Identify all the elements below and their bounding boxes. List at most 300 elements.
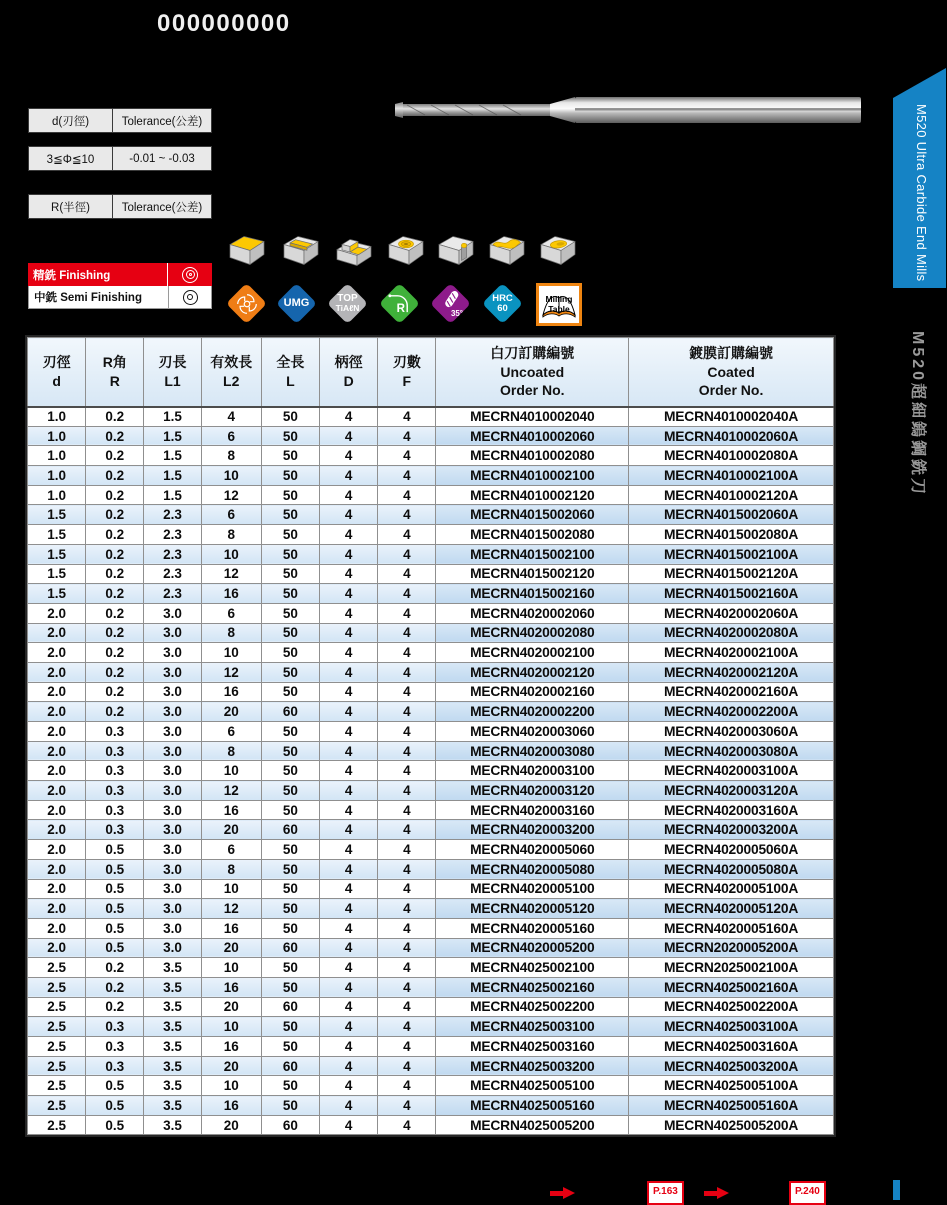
spec-cell: 2.5 [28, 1115, 86, 1135]
spec-cell: 4 [378, 682, 436, 702]
spec-cell: 12 [201, 781, 261, 801]
specification-table [25, 335, 836, 1137]
spec-cell: 2.0 [28, 820, 86, 840]
spec-cell: 3.0 [144, 761, 201, 781]
spec-cell: 4 [320, 879, 378, 899]
spec-cell: 4 [320, 781, 378, 801]
spec-cell: 6 [201, 426, 261, 446]
spec-cell: 3.0 [144, 918, 201, 938]
spec-cell: 1.5 [28, 564, 86, 584]
spec-cell: 4 [378, 1037, 436, 1057]
spec-cell: 60 [261, 938, 319, 958]
helix-angle-label: 35° [450, 308, 463, 318]
spec-cell: 3.0 [144, 840, 201, 860]
double-circle-icon [168, 286, 211, 308]
end-mill-product-image [373, 84, 865, 136]
spec-cell: 4 [378, 584, 436, 604]
spec-cell: 2.0 [28, 761, 86, 781]
order-no-cell: MECRN4020005100A [629, 879, 834, 899]
spec-cell: 1.5 [144, 407, 201, 427]
order-no-cell: MECRN4025005160 [436, 1096, 629, 1116]
spec-cell: 50 [261, 761, 319, 781]
spec-cell: 4 [320, 918, 378, 938]
spec-cell: 10 [201, 958, 261, 978]
order-no-cell: MECRN4015002060A [629, 505, 834, 525]
table-row [28, 544, 834, 564]
spec-cell: 6 [201, 505, 261, 525]
order-no-cell: MECRN4020003160 [436, 800, 629, 820]
col-header-l: 全長 L [261, 338, 319, 407]
order-no-cell: MECRN4020002060 [436, 603, 629, 623]
spec-cell: 50 [261, 958, 319, 978]
tol-r-tolerance-label: Tolerance(公差) [113, 195, 212, 219]
spec-cell: 4 [378, 761, 436, 781]
tol-d-value: -0.01 ~ -0.03 [113, 147, 212, 171]
spec-cell: 1.0 [28, 466, 86, 486]
spec-cell: 50 [261, 977, 319, 997]
spec-cell: 8 [201, 859, 261, 879]
spec-cell: 50 [261, 682, 319, 702]
spec-cell: 50 [261, 485, 319, 505]
order-no-cell: MECRN4020002120 [436, 662, 629, 682]
table-row [28, 1076, 834, 1096]
order-no-cell: MECRN4010002100 [436, 466, 629, 486]
order-no-cell: MECRN4025002200A [629, 997, 834, 1017]
table-row [28, 584, 834, 604]
spec-cell: 2.0 [28, 741, 86, 761]
order-no-cell: MECRN4020002160 [436, 682, 629, 702]
spec-cell: 50 [261, 899, 319, 919]
table-row [28, 859, 834, 879]
spec-cell: 0.2 [86, 426, 144, 446]
spec-cell: 4 [320, 1056, 378, 1076]
order-no-cell: MECRN4025002100 [436, 958, 629, 978]
col-header-flutes: 刃數 F [378, 338, 436, 407]
order-no-cell: MECRN4020003160A [629, 800, 834, 820]
spec-cell: 16 [201, 584, 261, 604]
sidebar-title-zh: M520超細鎢鋼銑刀 [909, 331, 926, 498]
order-no-cell: MECRN4020002120A [629, 662, 834, 682]
table-row [28, 623, 834, 643]
spec-cell: 4 [320, 899, 378, 919]
spec-cell: 3.0 [144, 662, 201, 682]
spec-cell: 4 [378, 466, 436, 486]
spec-cell: 3.5 [144, 997, 201, 1017]
spec-cell: 4 [320, 722, 378, 742]
four-flute-cutter-badge [226, 283, 267, 324]
triple-circle-icon [167, 263, 212, 286]
spec-cell: 3.0 [144, 603, 201, 623]
spec-cell: 6 [201, 722, 261, 742]
spec-cell: 2.3 [144, 564, 201, 584]
spec-cell: 4 [320, 544, 378, 564]
order-no-cell: MECRN4025003160A [629, 1037, 834, 1057]
spec-cell: 20 [201, 1056, 261, 1076]
spec-cell: 1.5 [28, 525, 86, 545]
spec-cell: 4 [320, 1076, 378, 1096]
spec-cell: 4 [378, 702, 436, 722]
spec-cell: 4 [378, 859, 436, 879]
spec-cell: 50 [261, 584, 319, 604]
spec-cell: 4 [378, 781, 436, 801]
spec-cell: 0.2 [86, 446, 144, 466]
spec-cell: 2.5 [28, 1037, 86, 1057]
spec-cell: 8 [201, 741, 261, 761]
spec-cell: 3.0 [144, 879, 201, 899]
spec-cell: 4 [320, 1037, 378, 1057]
table-row [28, 662, 834, 682]
spec-cell: 4 [378, 1056, 436, 1076]
spec-cell: 0.3 [86, 820, 144, 840]
spec-cell: 3.5 [144, 1076, 201, 1096]
spec-cell: 2.5 [28, 1096, 86, 1116]
spec-cell: 50 [261, 564, 319, 584]
table-label: Table [548, 303, 570, 314]
spec-cell: 1.5 [144, 485, 201, 505]
spec-cell: 60 [261, 1056, 319, 1076]
top-label: TOP [337, 292, 358, 304]
spec-cell: 4 [378, 997, 436, 1017]
spec-cell: 0.2 [86, 466, 144, 486]
four-flute-cutter-icon [232, 289, 261, 318]
tialn-label: TiAℓN [335, 303, 360, 314]
order-no-cell: MECRN4020003200 [436, 820, 629, 840]
spec-cell: 50 [261, 426, 319, 446]
spec-cell: 8 [201, 525, 261, 545]
umg-label: UMG [283, 296, 310, 309]
spec-cell: 0.5 [86, 1096, 144, 1116]
order-no-cell: MECRN4020002060A [629, 603, 834, 623]
spec-cell: 4 [320, 741, 378, 761]
spec-cell: 0.2 [86, 584, 144, 604]
spec-cell: 2.0 [28, 879, 86, 899]
spec-cell: 0.2 [86, 623, 144, 643]
spec-cell: 4 [320, 662, 378, 682]
spec-cell: 3.0 [144, 682, 201, 702]
spec-cell: 1.5 [144, 426, 201, 446]
spec-cell: 50 [261, 623, 319, 643]
table-row [28, 918, 834, 938]
milling-label: Milling [545, 294, 573, 305]
spec-cell: 1.0 [28, 485, 86, 505]
order-no-cell: MECRN4020003060 [436, 722, 629, 742]
spec-cell: 4 [320, 485, 378, 505]
order-no-cell: MECRN4025005100A [629, 1076, 834, 1096]
spec-cell: 4 [320, 407, 378, 427]
spec-cell: 10 [201, 643, 261, 663]
hrc60-label [488, 289, 517, 318]
spec-cell: 50 [261, 1017, 319, 1037]
spec-cell: 4 [378, 485, 436, 505]
order-no-cell: MECRN4020005200 [436, 938, 629, 958]
order-no-cell: MECRN4020003060A [629, 722, 834, 742]
spec-cell: 10 [201, 466, 261, 486]
col-header-l1: 刃長 L1 [144, 338, 201, 407]
spec-cell: 4 [378, 505, 436, 525]
spec-cell: 6 [201, 840, 261, 860]
spec-cell: 8 [201, 446, 261, 466]
spec-cell: 4 [378, 623, 436, 643]
spec-cell: 12 [201, 485, 261, 505]
table-row [28, 741, 834, 761]
spec-cell: 2.5 [28, 1056, 86, 1076]
spec-cell: 20 [201, 820, 261, 840]
spec-cell: 12 [201, 899, 261, 919]
spec-cell: 3.0 [144, 820, 201, 840]
table-row [28, 938, 834, 958]
spec-cell: 4 [378, 1115, 436, 1135]
spec-cell: 3.5 [144, 958, 201, 978]
spec-cell: 0.5 [86, 938, 144, 958]
spec-cell: 0.2 [86, 603, 144, 623]
umg-badge [276, 283, 317, 324]
spec-cell: 4 [320, 682, 378, 702]
spec-cell: 50 [261, 544, 319, 564]
spec-cell: 2.5 [28, 1076, 86, 1096]
order-no-cell: MECRN4020002200A [629, 702, 834, 722]
spec-cell: 0.5 [86, 899, 144, 919]
order-no-cell: MECRN4020003200A [629, 820, 834, 840]
spec-cell: 4 [320, 505, 378, 525]
spec-cell: 0.5 [86, 840, 144, 860]
col-header-r: R角 R [86, 338, 144, 407]
spec-cell: 2.0 [28, 702, 86, 722]
spec-cell: 50 [261, 525, 319, 545]
spec-cell: 3.0 [144, 899, 201, 919]
spec-cell: 4 [320, 997, 378, 1017]
spec-cell: 60 [261, 820, 319, 840]
spec-cell: 4 [320, 426, 378, 446]
spec-cell: 12 [201, 662, 261, 682]
finishing-grade-table [28, 263, 212, 309]
spec-cell: 0.5 [86, 859, 144, 879]
top-tialn-label [333, 289, 362, 318]
order-no-cell: MECRN2020005200A [629, 938, 834, 958]
order-no-cell: MECRN4025002160A [629, 977, 834, 997]
table-row [28, 800, 834, 820]
spec-cell: 2.0 [28, 662, 86, 682]
semi-finishing-row [28, 286, 212, 309]
order-no-cell: MECRN4025002160 [436, 977, 629, 997]
col-header-d: 刃徑 d [28, 338, 86, 407]
spec-cell: 3.0 [144, 702, 201, 722]
sidebar-bottom-strip [893, 1180, 900, 1200]
order-no-cell: MECRN4020005160A [629, 918, 834, 938]
table-row [28, 977, 834, 997]
diameter-tolerance-row [28, 146, 212, 171]
table-row [28, 485, 834, 505]
order-no-cell: MECRN4025005100 [436, 1076, 629, 1096]
spec-cell: 3.0 [144, 938, 201, 958]
spec-cell: 50 [261, 879, 319, 899]
spec-cell: 3.0 [144, 623, 201, 643]
spec-cell: 12 [201, 564, 261, 584]
order-no-cell: MECRN4020002100A [629, 643, 834, 663]
order-no-cell: MECRN4015002120 [436, 564, 629, 584]
spec-cell: 0.3 [86, 800, 144, 820]
spec-cell: 50 [261, 603, 319, 623]
order-no-cell: MECRN4020005120 [436, 899, 629, 919]
table-row [28, 761, 834, 781]
table-row [28, 1037, 834, 1057]
spec-cell: 2.0 [28, 682, 86, 702]
spec-cell: 20 [201, 1115, 261, 1135]
tol-r-label: R(半徑) [29, 195, 113, 219]
svg-text:R: R [396, 303, 405, 316]
spec-cell: 20 [201, 938, 261, 958]
spec-cell: 60 [261, 1115, 319, 1135]
spec-cell: 2.0 [28, 722, 86, 742]
spec-cell: 50 [261, 918, 319, 938]
hrc-label: HRC [492, 292, 513, 304]
order-no-cell: MECRN4020005160 [436, 918, 629, 938]
order-no-cell: MECRN4010002040A [629, 407, 834, 427]
page-ref-1: P.163 [647, 1181, 684, 1205]
table-row [28, 997, 834, 1017]
spec-cell: 4 [378, 938, 436, 958]
spec-cell: 3.5 [144, 977, 201, 997]
slot-milling-icon [281, 233, 321, 268]
spec-cell: 0.3 [86, 722, 144, 742]
spec-cell: 4 [320, 859, 378, 879]
table-row [28, 505, 834, 525]
order-no-cell: MECRN4020005080A [629, 859, 834, 879]
order-no-cell: MECRN4010002120 [436, 485, 629, 505]
drilling-icon [436, 233, 476, 268]
spec-cell: 2.3 [144, 505, 201, 525]
spec-cell: 6 [201, 603, 261, 623]
spec-cell: 50 [261, 407, 319, 427]
order-no-cell: MECRN4015002100A [629, 544, 834, 564]
order-no-cell: MECRN4015002160A [629, 584, 834, 604]
order-no-cell: MECRN4025005200 [436, 1115, 629, 1135]
spec-cell: 2.3 [144, 525, 201, 545]
table-row [28, 899, 834, 919]
spec-cell: 50 [261, 662, 319, 682]
spec-cell: 2.0 [28, 603, 86, 623]
order-no-cell: MECRN4020005120A [629, 899, 834, 919]
spec-cell: 20 [201, 702, 261, 722]
spec-cell: 4 [320, 840, 378, 860]
spec-cell: 4 [378, 879, 436, 899]
order-no-cell: MECRN4025003200A [629, 1056, 834, 1076]
radius-tolerance-header [28, 194, 212, 219]
spec-cell: 0.3 [86, 781, 144, 801]
spec-cell: 4 [378, 722, 436, 742]
spec-cell: 4 [320, 800, 378, 820]
table-row [28, 682, 834, 702]
spec-cell: 0.5 [86, 879, 144, 899]
order-no-cell: MECRN4015002080 [436, 525, 629, 545]
step-milling-icon [334, 233, 374, 268]
table-row [28, 1017, 834, 1037]
spec-cell: 4 [320, 584, 378, 604]
order-no-cell: MECRN4020002160A [629, 682, 834, 702]
spec-cell: 3.0 [144, 722, 201, 742]
spec-cell: 60 [261, 702, 319, 722]
spec-cell: 2.0 [28, 899, 86, 919]
spec-cell: 10 [201, 544, 261, 564]
order-no-cell: MECRN4025005200A [629, 1115, 834, 1135]
table-row [28, 564, 834, 584]
spec-cell: 2.5 [28, 1017, 86, 1037]
order-no-cell: MECRN4020003100 [436, 761, 629, 781]
table-row [28, 426, 834, 446]
spec-cell: 4 [378, 544, 436, 564]
order-no-cell: MECRN4015002100 [436, 544, 629, 564]
tol-d-tolerance-label: Tolerance(公差) [113, 109, 212, 133]
table-row [28, 446, 834, 466]
order-no-cell: MECRN4025003100A [629, 1017, 834, 1037]
table-header-row [28, 338, 834, 407]
spec-cell: 2.0 [28, 800, 86, 820]
sidebar-title-en: M520 Ultra Carbide End Mills [914, 104, 929, 282]
spec-cell: 4 [378, 662, 436, 682]
spec-cell: 0.3 [86, 761, 144, 781]
spec-cell: 4 [320, 603, 378, 623]
spec-cell: 1.5 [28, 505, 86, 525]
spec-cell: 50 [261, 741, 319, 761]
spec-cell: 4 [320, 564, 378, 584]
table-row [28, 643, 834, 663]
spec-cell: 4 [201, 407, 261, 427]
spec-cell: 1.0 [28, 407, 86, 427]
spec-cell: 1.5 [28, 584, 86, 604]
order-no-cell: MECRN4020005080 [436, 859, 629, 879]
col-header-l2: 有效長 L2 [201, 338, 261, 407]
spec-cell: 50 [261, 1037, 319, 1057]
spec-cell: 16 [201, 977, 261, 997]
order-no-cell: MECRN4020003120A [629, 781, 834, 801]
hrc-value: 60 [497, 302, 508, 314]
order-no-cell: MECRN4020002100 [436, 643, 629, 663]
table-row [28, 781, 834, 801]
spec-cell: 10 [201, 879, 261, 899]
table-row [28, 525, 834, 545]
spec-cell: 1.5 [144, 446, 201, 466]
table-row [28, 702, 834, 722]
spec-cell: 4 [378, 603, 436, 623]
order-no-cell: MECRN4015002120A [629, 564, 834, 584]
spec-cell: 4 [320, 643, 378, 663]
spec-cell: 0.3 [86, 1037, 144, 1057]
table-row [28, 407, 834, 427]
face-milling-icon [227, 233, 267, 268]
col-header-coated: 鍍膜訂購編號 Coated Order No. [629, 338, 834, 407]
spec-cell: 0.5 [86, 1115, 144, 1135]
spec-cell: 4 [320, 958, 378, 978]
spec-cell: 0.5 [86, 918, 144, 938]
spec-cell: 50 [261, 800, 319, 820]
spec-cell: 4 [378, 407, 436, 427]
spec-cell: 20 [201, 997, 261, 1017]
spec-cell: 4 [320, 977, 378, 997]
milling-table-label [539, 286, 579, 323]
spec-cell: 4 [378, 1017, 436, 1037]
spec-cell: 0.2 [86, 564, 144, 584]
diameter-tolerance-header [28, 108, 212, 133]
spec-cell: 0.2 [86, 977, 144, 997]
spec-cell: 16 [201, 1096, 261, 1116]
order-no-cell: MECRN4020005060 [436, 840, 629, 860]
spec-cell: 2.0 [28, 623, 86, 643]
table-row [28, 466, 834, 486]
tol-d-range: 3≦Φ≦10 [29, 147, 113, 171]
spec-cell: 4 [320, 761, 378, 781]
arrow-right-icon [550, 1187, 576, 1199]
spec-cell: 2.3 [144, 544, 201, 564]
spec-cell: 0.2 [86, 485, 144, 505]
